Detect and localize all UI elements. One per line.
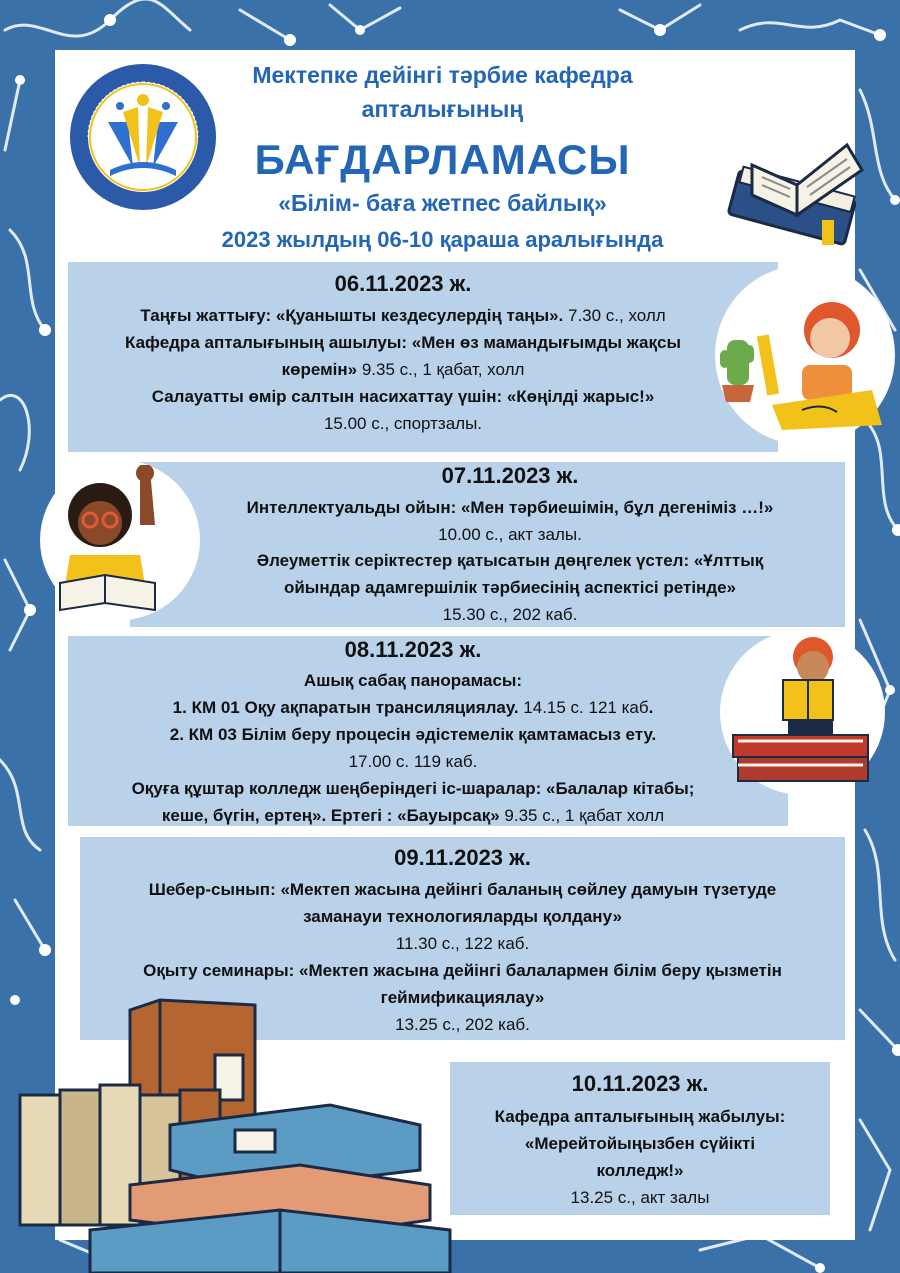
open-book-illustration xyxy=(722,125,872,260)
day-1-event-2: Кафедра апталығының ашылуы: «Мен өз мамандығымды жақсы көремін» 9.35 с., 1 қабат, холл xyxy=(125,333,681,379)
page-title: БАҒДАРЛАМАСЫ xyxy=(254,136,631,183)
day-4-date: 09.11.2023 ж. xyxy=(394,845,531,870)
day-1-event-1: Таңғы жаттығу: «Қуанышты кездесулердің таңы». 7.30 с., холл xyxy=(140,306,666,325)
event-dates: 2023 жылдың 06-10 қараша аралығында xyxy=(221,227,664,252)
day-4-event-2: Оқыту семинары: «Мектеп жасына дейінгі балалармен білім беру қызметін геймификациялау» 13.25 с., 202 каб. xyxy=(143,961,782,1034)
day-5-event-1: Кафедра апталығының жабылуы: «Мерейтойыңызбен сүйікті колледж!» 13.25 с., акт залы xyxy=(494,1107,786,1207)
header-line-1: Мектепке дейінгі тәрбие кафедра xyxy=(252,62,633,88)
day-1-date: 06.11.2023 ж. xyxy=(334,271,472,296)
day-1-event-3: Салауатты өмір салтын насихаттау үшін: «Көңілді жарыс!» 15.00 с., спортзалы. xyxy=(151,387,655,433)
header-line-2: апталығының xyxy=(361,96,524,122)
day-2-event-2: Әлеуметтік серіктестер қатысатын дөңгелек үстел: «Ұлттық ойындар адамгершілік тәрбиесінің аспектісі ретінде» 15.30 с., 202 каб. xyxy=(256,551,764,624)
girl-raising-hand-illustration xyxy=(45,465,190,615)
day-2-date: 07.11.2023 ж. xyxy=(441,463,579,488)
day-2-event-1: Интеллектуальды ойын: «Мен тәрбиешімін, бұл дегеніміз …!» 10.00 с., акт залы. xyxy=(246,498,774,544)
day-4-event-1: Шебер-сынып: «Мектеп жасына дейінгі баланың сөйлеу дамуын түзетуде заманауи технологияларды қолдану» 11.30 с., 122 каб. xyxy=(148,880,777,953)
day-3-event-3: Оқуға құштар колледж шеңберіндегі іс-шаралар: «Балалар кітабы; кеше, бүгін, ертең». Ертегі : «Бауырсақ» 9.35 с., 1 қабат холл xyxy=(131,779,695,825)
day-5-date: 10.11.2023 ж. xyxy=(571,1071,709,1096)
motto: «Білім- баға жетпес байлық» xyxy=(278,190,607,216)
girl-studying-illustration xyxy=(712,290,887,430)
book-stack-illustration xyxy=(0,995,470,1273)
day-3-date: 08.11.2023 ж. xyxy=(344,637,482,662)
day-3-intro: Ашық сабақ панорамасы: xyxy=(303,671,523,690)
day-3-event-2: 2. КМ 03 Білім беру процесін әдістемелік қамтамасыз ету. 17.00 с. 119 каб. xyxy=(169,725,657,771)
day-3-event-1: 1. КМ 01 Оқу ақпаратын трансиляциялау. 14.15 с. 121 каб. xyxy=(172,698,654,717)
